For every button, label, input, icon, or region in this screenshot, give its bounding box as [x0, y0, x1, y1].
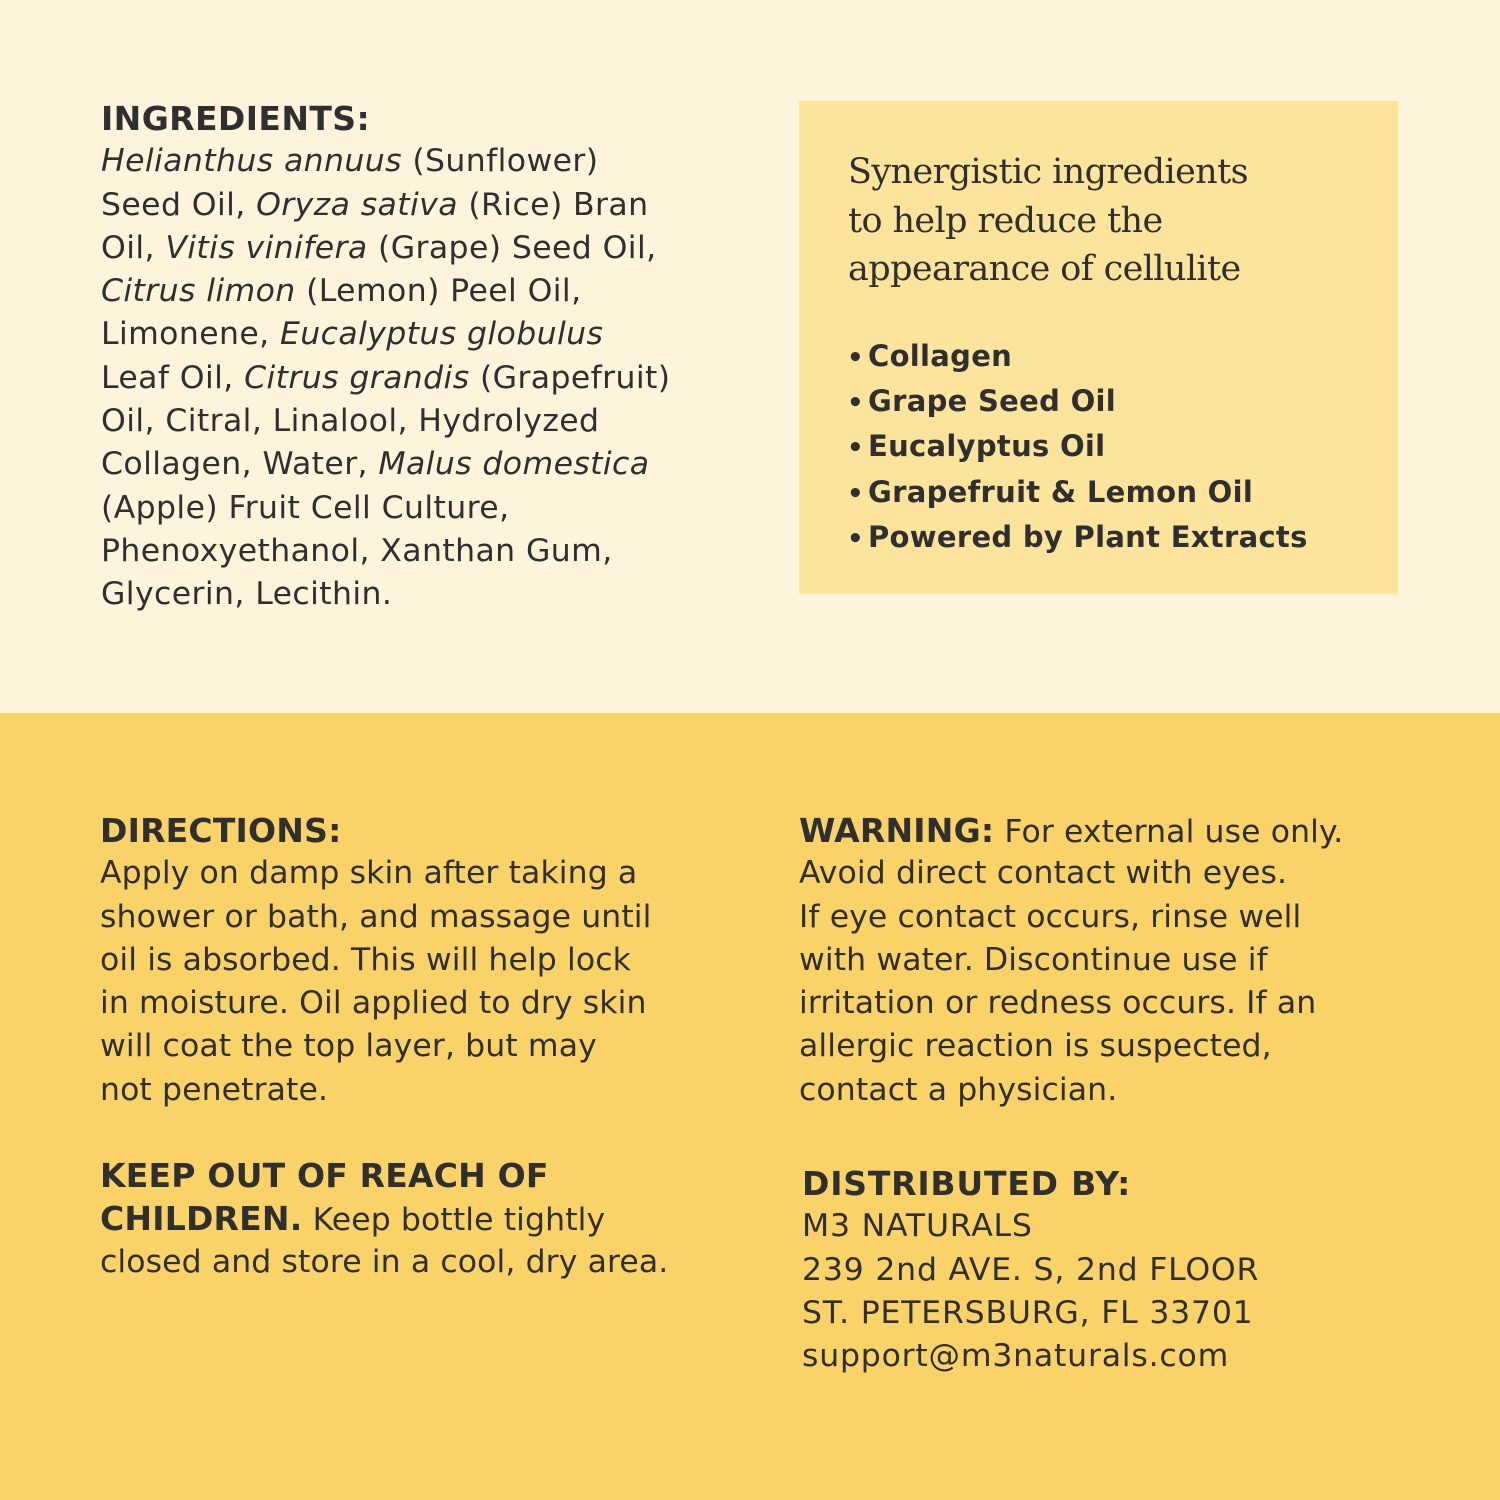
ingredients-line [101, 530, 670, 573]
distributor-email: support@m3naturals.com [802, 1338, 1230, 1375]
ingredient-text: Limonene, [101, 316, 280, 353]
directions-line: Apply on damp skin after taking a [100, 855, 638, 892]
botanical-name: Citrus grandis [244, 359, 470, 396]
directions-section [100, 809, 652, 1112]
keep-out-line: closed and store in a cool, dry area. [100, 1243, 669, 1280]
botanical-name: Eucalyptus globulus [279, 316, 604, 353]
distributor-address: 239 2nd AVE. S, 2nd FLOOR [802, 1251, 1260, 1288]
warning-line [799, 809, 1343, 852]
ingredient-text: Oil, Citral, Linalool, Hydrolyzed [101, 403, 600, 440]
directions-line: will coat the top layer, but may [100, 1028, 597, 1065]
benefits-title-line: Synergistic ingredients [848, 152, 1248, 192]
benefit-item [847, 380, 1308, 425]
warning-line: allergic reaction is suspected, [799, 1028, 1272, 1065]
keep-out-text: Keep bottle tightly [302, 1202, 606, 1239]
benefit-item-label: Collagen [868, 339, 1013, 373]
benefits-title-line: to help reduce the [848, 200, 1163, 241]
ingredients-line [101, 270, 670, 313]
distributed-heading: DISTRIBUTED BY: [802, 1164, 1132, 1203]
ingredients-line [101, 443, 670, 486]
ingredients-section [101, 97, 670, 617]
ingredient-text: Oil, [101, 229, 166, 266]
benefit-item [847, 425, 1308, 470]
warning-heading: WARNING: [799, 811, 995, 850]
keep-out-section [100, 1154, 668, 1284]
ingredient-text: Phenoxyethanol, Xanthan Gum, [101, 532, 613, 569]
benefit-item-label: Eucalyptus Oil [868, 429, 1106, 464]
ingredients-line [101, 313, 670, 356]
botanical-name: Vitis vinifera [165, 229, 368, 266]
ingredient-text: Collagen, Water, [101, 446, 379, 483]
ingredient-text: Seed Oil, [101, 186, 257, 223]
benefits-title [848, 148, 1248, 294]
botanical-name: Helianthus annuus [101, 143, 402, 180]
ingredient-text: (Rice) Bran [457, 186, 649, 223]
warning-section [799, 809, 1343, 1112]
bullet-icon: • [847, 523, 864, 554]
botanical-name: Oryza sativa [256, 186, 458, 223]
bullet-icon: • [847, 478, 864, 509]
ingredients-line [101, 227, 670, 270]
distributor-city: ST. PETERSBURG, FL 33701 [802, 1294, 1254, 1331]
bullet-icon: • [847, 343, 864, 373]
warning-line: Avoid direct contact with eyes. [799, 855, 1288, 892]
benefits-title-line: appearance of cellulite [848, 249, 1241, 289]
ingredient-text: (Apple) Fruit Cell Culture, [101, 489, 510, 526]
ingredient-text: (Sunflower) [401, 143, 599, 180]
ingredients-line [101, 184, 670, 227]
ingredients-heading: INGREDIENTS: [101, 99, 371, 138]
bullet-icon: • [847, 388, 864, 419]
keep-out-line [100, 1197, 668, 1240]
ingredient-text: Leaf Oil, [101, 359, 245, 396]
distributor-name: M3 NATURALS [802, 1208, 1033, 1245]
ingredients-line [101, 573, 670, 616]
warning-text: For external use only. [994, 814, 1344, 850]
directions-heading: DIRECTIONS: [100, 811, 342, 850]
ingredients-line [101, 487, 670, 530]
ingredient-text: (Grape) Seed Oil, [367, 229, 657, 266]
ingredients-line [101, 140, 670, 183]
warning-line: If eye contact occurs, rinse well [799, 898, 1302, 935]
benefits-list [847, 335, 1308, 561]
benefits-box [799, 101, 1398, 594]
botanical-name: Citrus limon [101, 273, 296, 310]
benefit-item-label: Grape Seed Oil [868, 384, 1117, 419]
warning-line: irritation or redness occurs. If an [799, 985, 1317, 1022]
benefit-item-label: Powered by Plant Extracts [868, 519, 1308, 554]
benefit-item [847, 471, 1308, 516]
benefit-item [847, 516, 1308, 561]
warning-line: with water. Discontinue use if [799, 941, 1268, 978]
bullet-icon: • [847, 433, 864, 464]
distributed-section [802, 1162, 1259, 1378]
ingredients-line [101, 400, 670, 443]
warning-line: contact a physician. [799, 1071, 1118, 1108]
botanical-name: Malus domestica [378, 446, 650, 483]
ingredient-text: Glycerin, Lecithin. [101, 576, 393, 613]
directions-line: not penetrate. [100, 1071, 329, 1108]
ingredients-list [101, 140, 670, 616]
directions-line: oil is absorbed. This will help lock [100, 941, 631, 978]
ingredients-line [101, 357, 670, 400]
benefit-item [847, 335, 1308, 380]
ingredient-text: (Lemon) Peel Oil, [295, 273, 582, 310]
ingredient-text: (Grapefruit) [469, 359, 671, 396]
directions-line: shower or bath, and massage until [100, 898, 652, 935]
keep-out-heading: KEEP OUT OF REACH OF [100, 1156, 549, 1195]
benefit-item-label: Grapefruit & Lemon Oil [868, 474, 1254, 509]
directions-line: in moisture. Oil applied to dry skin [100, 985, 647, 1022]
keep-out-heading-end: CHILDREN. [100, 1199, 303, 1239]
